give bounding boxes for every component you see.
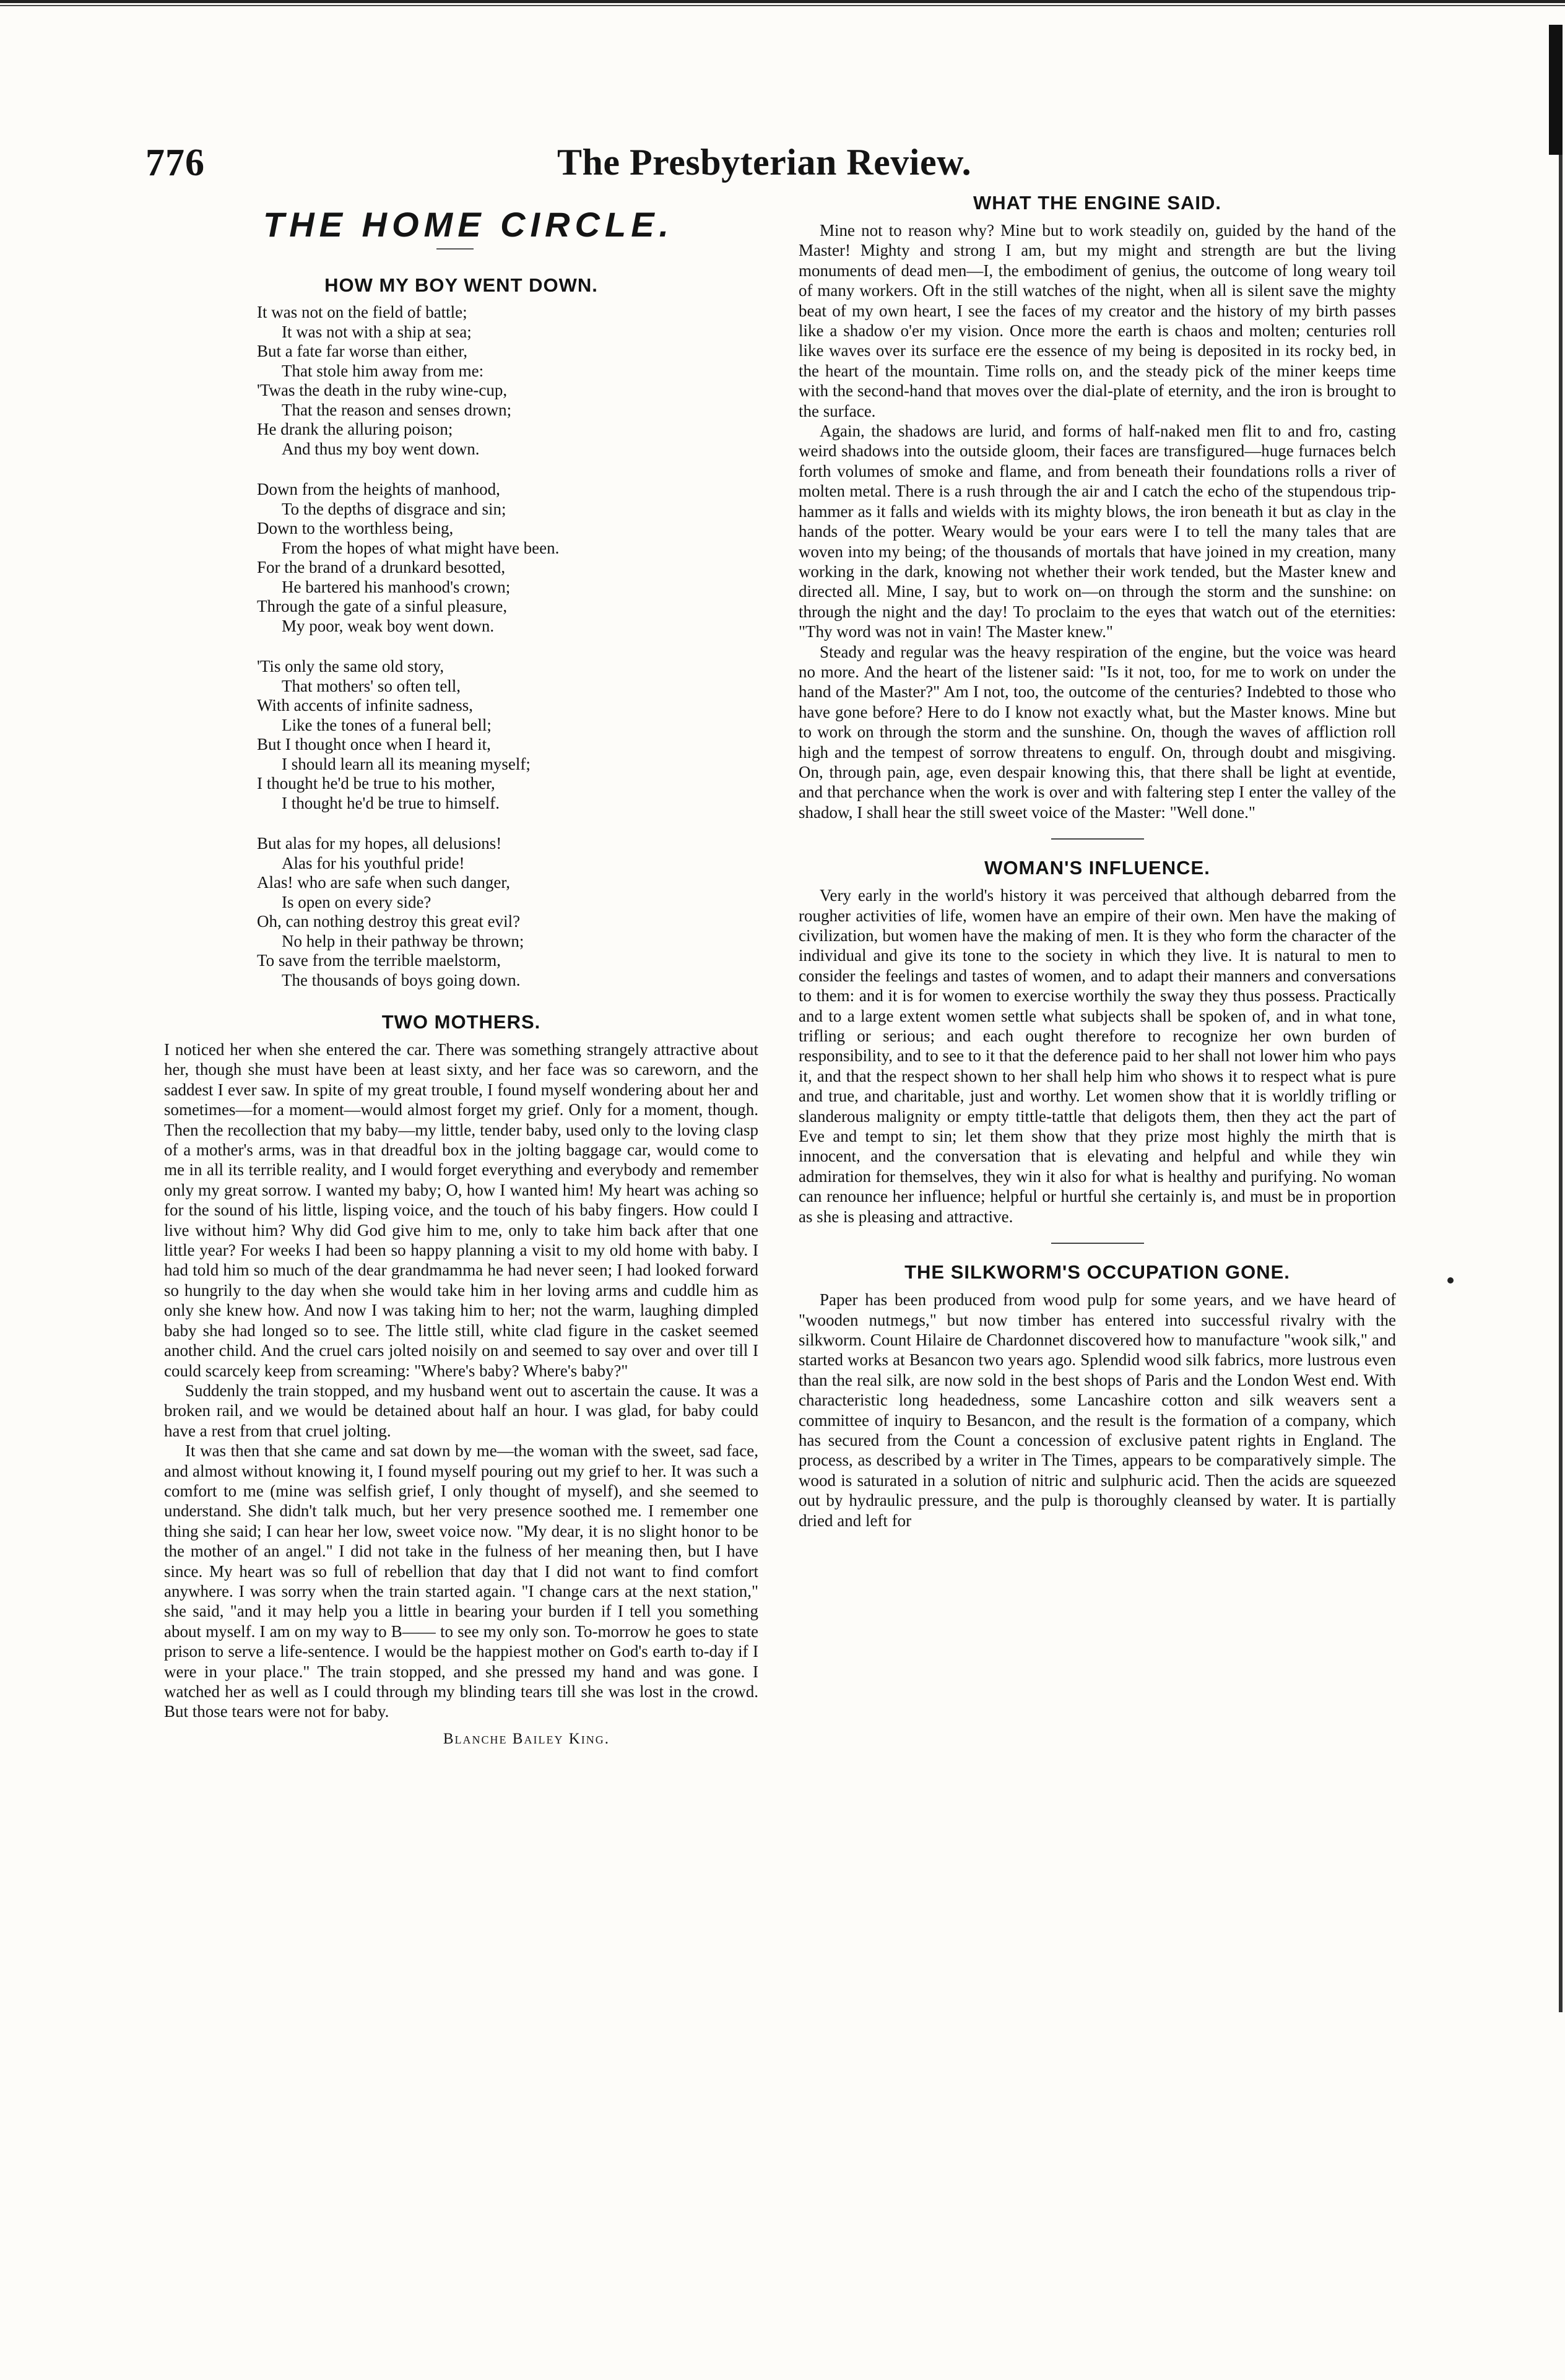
author-signature: Blanche Bailey King. [443, 1730, 610, 1747]
poem-line: With accents of infinite sadness, [257, 696, 474, 714]
poem-line: No help in their pathway be thrown; [282, 931, 524, 950]
poem-line: That mothers' so often tell, [282, 676, 461, 695]
poem-line: For the brand of a drunkard besotted, [257, 558, 506, 576]
poem-line: But I thought once when I heard it, [257, 735, 491, 754]
poem-line: 'Twas the death in the ruby wine-cup, [257, 381, 508, 399]
poem-line: Alas for his youthful pride! [282, 853, 465, 872]
paragraph: Suddenly the train stopped, and my husband went out to ascertain the cause. It was a broken rail, and we would be detained about half an hour. I was glad, for baby could have a rest from that cruel jolting. [164, 1381, 758, 1440]
poem [257, 303, 758, 990]
poem-line: Through the gate of a sinful pleasure, [257, 597, 508, 615]
poem-line: But alas for my hopes, all delusions! [257, 834, 502, 853]
engine-title: WHAT THE ENGINE SAID. [973, 192, 1222, 214]
paragraph: I noticed her when she entered the car. There was something strangely attractive about her, though she must have been at least sixty, and her face was so careworn, and the saddest I ever saw. In spite of my great trouble, I found myself wondering about her and sometimes—for a moment—would almost forget my grief. Only for a moment, though. Then the recollection that my baby—my little, tender baby, used only to the loving clasp of a mother's arms, was in that dreadful box in the jolting baggage car, would come to me in all its terrible reality, and I would forget everything and everybody and remember only my great sorrow. I wanted my baby; O, how I wanted him! My heart was aching so for the sound of his little, lisping voice, and the touch of his baby fingers. How could I live without him? Why did God give him to me, only to take him back after that one little year? For weeks I had been so happy planning a visit to my old home with baby. I had told him so much of the dear grandmamma he had never seen; I had looked forward so hungrily to the day when she would take him in her loving arms and cuddle him as only she knew how. And now I was taking him to her; not the warm, laughing dimpled baby she had longed so to see. The little still, white clad figure in the casket seemed another child. And the cruel cars jolted noisily on and seemed to say over and over till I could scarcely keep from screaming: "Where's baby? Where's baby?" [164, 1040, 758, 1380]
poem-line: Alas! who are safe when such danger, [257, 873, 511, 892]
scan-edge-mark [1549, 25, 1563, 155]
silkworm-body [799, 1290, 1396, 1531]
poem-line: But a fate far worse than either, [257, 342, 468, 360]
section-divider [1051, 1243, 1144, 1244]
paragraph: Steady and regular was the heavy respiration of the engine, but the voice was heard no more. And the heart of the listener said: "Is it not, too, for me to work on under the hand of the Master?" Am I not, too, the outcome of the centuries? Indebted to those who have gone before? Here to do I know not exactly what, but the Master knows. Mine but to work on through the storm and the sunshine. On, though the waves of affliction roll high and the tempest of sorrow threatens to engulf. On, through doubt and misgiving. On, through pain, age, even despair knowing this, that there shall be light at eventide, and that perchance when the work is over and with faltering step I enter the valley of the shadow, I shall hear the still sweet voice of the Master: "Well done." [799, 642, 1396, 822]
influence-body [799, 885, 1396, 1227]
right-column [799, 192, 1396, 1531]
scan-edge-line [1559, 155, 1563, 2012]
poem-line: From the hopes of what might have been. [282, 538, 560, 557]
poem-line: Down to the worthless being, [257, 519, 454, 537]
poem-line: My poor, weak boy went down. [282, 616, 495, 635]
engine-body [799, 220, 1396, 822]
poem-line: Oh, can nothing destroy this great evil? [257, 912, 521, 931]
paragraph: Mine not to reason why? Mine but to work steadily on, guided by the hand of the Master! Mighty and strong I am, but my might and strength are but the living monuments of dead men—I, the embodiment of genius, the outcome of long weary toil of many workers. Oft in the still watches of the night, when all is silent save the mighty beat of my own heart, I see the faces of my creator and the history of my birth passes like a shadow o'er my vision. Once more the earth is chaos and molten; centuries roll like waves over its surface ere the essence of my being is deposited in its rocky bed, in the heart of the mountain. Time rolls on, and the steady pick of the miner keeps time with the second-hand that moves over the dial-plate of eternity, and the iron is brought to the surface. [799, 221, 1396, 420]
influence-title: WOMAN'S INFLUENCE. [984, 857, 1210, 879]
journal-title: The Presbyterian Review. [557, 142, 972, 183]
poem-stanza [257, 834, 758, 990]
poem-line: That stole him away from me: [282, 361, 484, 380]
section-banner: THE HOME CIRCLE. [263, 205, 674, 244]
paragraph: Again, the shadows are lurid, and forms of half-naked men flit to and fro, casting weird shadows into the outside gloom, their faces are transfigured—huge furnaces belch forth volumes of smoke and flame, and from beneath their foundations rolls a river of molten metal. There is a rush through the air and I catch the echo of the stupendous trip-hammer as it falls and wields with its mighty blows, the iron beneath it but as clay in the hands of the potter. Weary would be your ears were I to tell the many tales that are woven into my being; of the thousands of mortals that have joined in my creation, many working in the dark, knowing not whether their work tended, but the Master knew and directed all. Mine, I say, but to work on—on through the storm and the sunshine: on through the night and the day! To proclaim to the eyes that watch out of the eternities: "Thy word was not in vain! The Master knew." [799, 422, 1396, 641]
page-number: 776 [145, 142, 205, 184]
poem-line: To the depths of disgrace and sin; [282, 499, 506, 518]
silkworm-title: THE SILKWORM'S OCCUPATION GONE. [904, 1261, 1290, 1283]
poem-line: The thousands of boys going down. [282, 970, 521, 989]
top-border-rule [0, 0, 1565, 9]
poem-line: I thought he'd be true to his mother, [257, 774, 495, 793]
poem-line: I should learn all its meaning myself; [282, 754, 531, 773]
poem-title: HOW MY BOY WENT DOWN. [324, 274, 598, 296]
margin-speck [1447, 1277, 1454, 1283]
paragraph: It was then that she came and sat down by me—the woman with the sweet, sad face, and almost without knowing it, I found myself pouring out my grief to her. It was such a comfort to me (mine was selfish grief, I only thought of myself), and she seemed to understand. She didn't talk much, but her very presence soothed me. I remember one thing she said; I can hear her low, sweet voice now. "My dear, it is no slight honor to be the mother of an angel." I did not take in the fulness of her meaning then, but I have since. My heart was so full of rebellion that day that I did not want to find comfort anywhere. I was sorry when the train started again. "I change cars at the next station," she said, "and it may help you a little in bearing your burden if I tell you something about myself. I am on my way to B—— to see my only son. To-morrow he goes to state prison to serve a life-sentence. I would be the happiest mother on God's earth to-day if I were in your place." The train stopped, and she pressed my hand and was gone. I watched her as well as I could through my blinding tears till she was lost in the crowd. But those tears were not for baby. [164, 1441, 758, 1721]
story-title: TWO MOTHERS. [381, 1011, 541, 1033]
paragraph: Paper has been produced from wood pulp for some years, and we have heard of "wooden nutmegs," but now timber has entered into successful rivalry with the silkworm. Count Hilaire de Chardonnet discovered how to manufacture "wook silk," and started works at Besancon two years ago. Splendid wood silk fabrics, more lustrous even than the real silk, are now sold in the best shops of Paris and the London West end. With characteristic long headedness, some Lancashire cotton and silk weavers sent a committee of inquiry to Besancon, and the result is the formation of a company, which has secured from the Count a concession of exclusive patent rights in England. The process, as described by a writer in The Times, appears to be comparatively simple. The wood is saturated in a solution of nitric and sulphuric acid. Then the acids are squeezed out by hydraulic pressure, and the pulp is thoroughly cleansed by water. It is partially dried and left for [799, 1290, 1396, 1530]
banner-rule [436, 248, 474, 250]
poem-line: It was not on the field of battle; [257, 303, 467, 321]
poem-line: That the reason and senses drown; [282, 400, 512, 419]
poem-line: He drank the alluring poison; [257, 420, 453, 438]
poem-line: To save from the terrible maelstorm, [257, 951, 501, 970]
poem-line: He bartered his manhood's crown; [282, 577, 511, 596]
story-body [164, 1040, 758, 1722]
poem-stanza [257, 480, 758, 636]
poem-line: And thus my boy went down. [282, 439, 480, 458]
poem-line: Is open on every side? [282, 892, 431, 911]
left-column [164, 192, 758, 1748]
paragraph: Very early in the world's history it was perceived that although debarred from the rougher activities of life, women have an empire of their own. Men have the making of civilization, but women have the making of men. It is they who form the character of the individual and give its tone to the society in which they live. It is natural to men to consider the feelings and tastes of women, and to adapt their manners and conversations to them: and it is for women to exercise worthily the sway they thus possess. Practically and to a large extent women settle what subjects shall be spoken of, and in what tone, trifling or serious; and each ought therefore to recognize her own burden of responsibility, and to see to it that the deference paid to her shall not lower him who pays it, and that the respect shown to her shall help him who shows it to respect what is pure and true, and charitable, just and worthy. Let women show that it is worldly trifling or slanderous malignity or empty tittle-tattle that deligots them, then they act the part of Eve and tempt to sin; let them show that they prize most highly the mirth that is innocent, and the conversation that is elevating and helpful and while they win admiration for themselves, they win it also for what is healthy and purifying. No woman can renounce her influence; helpful or hurtful she certainly is, and must be in proportion as she is pleasing and attractive. [799, 886, 1396, 1226]
poem-line: It was not with a ship at sea; [282, 322, 472, 341]
poem-line: I thought he'd be true to himself. [282, 793, 500, 812]
poem-stanza [257, 657, 758, 813]
poem-stanza [257, 303, 758, 459]
poem-line: Down from the heights of manhood, [257, 480, 500, 498]
poem-line: Like the tones of a funeral bell; [282, 715, 492, 734]
section-divider [1051, 838, 1144, 840]
poem-line: 'Tis only the same old story, [257, 657, 444, 675]
